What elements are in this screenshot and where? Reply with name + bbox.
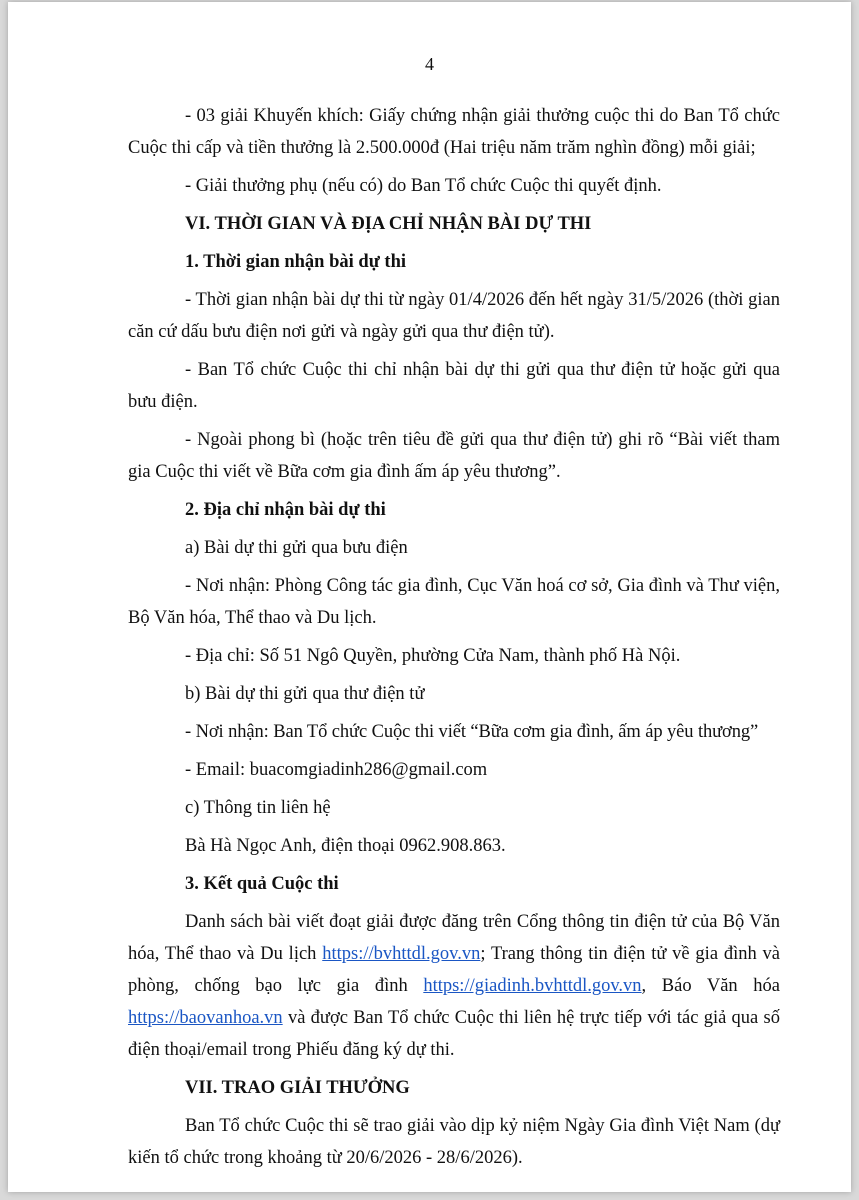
subheading-submission-address: 2. Địa chỉ nhận bài dự thi (185, 500, 386, 520)
paragraph-submission-method: - Ban Tổ chức Cuộc thi chỉ nhận bài dự thi gửi qua thư điện tử hoặc gửi qua bưu điện. (128, 360, 780, 412)
link-giadinh[interactable]: https://giadinh.bvhttdl.gov.vn (423, 976, 642, 996)
paragraph-by-post: a) Bài dự thi gửi qua bưu điện (185, 538, 408, 558)
link-baovanhoa[interactable]: https://baovanhoa.vn (128, 1008, 283, 1028)
results-text-2: ; Trang thông tin điện tử về gia đình và phòng, chống bạo lực gia đình (128, 944, 780, 996)
document-page (8, 2, 851, 1192)
paragraph-post-recipient: - Nơi nhận: Phòng Công tác gia đình, Cục Văn hoá cơ sở, Gia đình và Thư viện, Bộ Văn hóa, Thể thao và Du lịch. (128, 576, 780, 628)
results-text-3: , Báo Văn hóa (641, 976, 780, 996)
subheading-results: 3. Kết quả Cuộc thi (185, 874, 339, 894)
paragraph-email-address: - Email: buacomgiadinh286@gmail.com (185, 760, 488, 780)
paragraph-results (128, 906, 780, 1066)
results-text-1: Danh sách bài viết đoạt giải được đăng trên Cổng thông tin điện tử của Bộ Văn hóa, Thể thao và Du lịch (128, 912, 780, 964)
paragraph-envelope-note: - Ngoài phong bì (hoặc trên tiêu đề gửi qua thư điện tử) ghi rõ “Bài viết tham gia Cuộc thi viết về Bữa cơm gia đình ấm áp yêu thương”. (128, 430, 780, 482)
heading-section-vii: VII. TRAO GIẢI THƯỞNG (185, 1078, 410, 1098)
page-number: 4 (425, 54, 434, 74)
paragraph-contact-label: c) Thông tin liên hệ (185, 798, 331, 818)
paragraph-encouragement-prize: - 03 giải Khuyến khích: Giấy chứng nhận giải thưởng cuộc thi do Ban Tổ chức Cuộc thi cấp và tiền thưởng là 2.500.000đ (Hai triệu năm trăm nghìn đồng) mỗi giải; (128, 106, 780, 158)
paragraph-email-recipient: - Nơi nhận: Ban Tổ chức Cuộc thi viết “Bữa cơm gia đình, ấm áp yêu thương” (185, 722, 759, 742)
heading-section-vi: VI. THỜI GIAN VÀ ĐỊA CHỈ NHẬN BÀI DỰ THI (185, 214, 592, 234)
paragraph-side-prize: - Giải thưởng phụ (nếu có) do Ban Tổ chức Cuộc thi quyết định. (185, 176, 662, 196)
paragraph-award-ceremony: Ban Tổ chức Cuộc thi sẽ trao giải vào dịp kỷ niệm Ngày Gia đình Việt Nam (dự kiến tổ chức trong khoảng từ 20/6/2026 - 28/6/2026). (128, 1116, 780, 1168)
subheading-submission-time: 1. Thời gian nhận bài dự thi (185, 252, 407, 272)
paragraph-by-email: b) Bài dự thi gửi qua thư điện tử (185, 684, 425, 704)
results-text-4: và được Ban Tổ chức Cuộc thi liên hệ trực tiếp với tác giả qua số điện thoại/email trong Phiếu đăng ký dự thi. (128, 1008, 780, 1060)
link-bvhttdl[interactable]: https://bvhttdl.gov.vn (322, 944, 481, 964)
document-body (128, 100, 780, 1174)
paragraph-submission-period: - Thời gian nhận bài dự thi từ ngày 01/4/2026 đến hết ngày 31/5/2026 (thời gian căn cứ dấu bưu điện nơi gửi và ngày gửi qua thư điện tử). (128, 290, 780, 342)
paragraph-post-address: - Địa chỉ: Số 51 Ngô Quyền, phường Cửa Nam, thành phố Hà Nội. (185, 646, 681, 666)
paragraph-contact-person: Bà Hà Ngọc Anh, điện thoại 0962.908.863. (185, 836, 506, 856)
